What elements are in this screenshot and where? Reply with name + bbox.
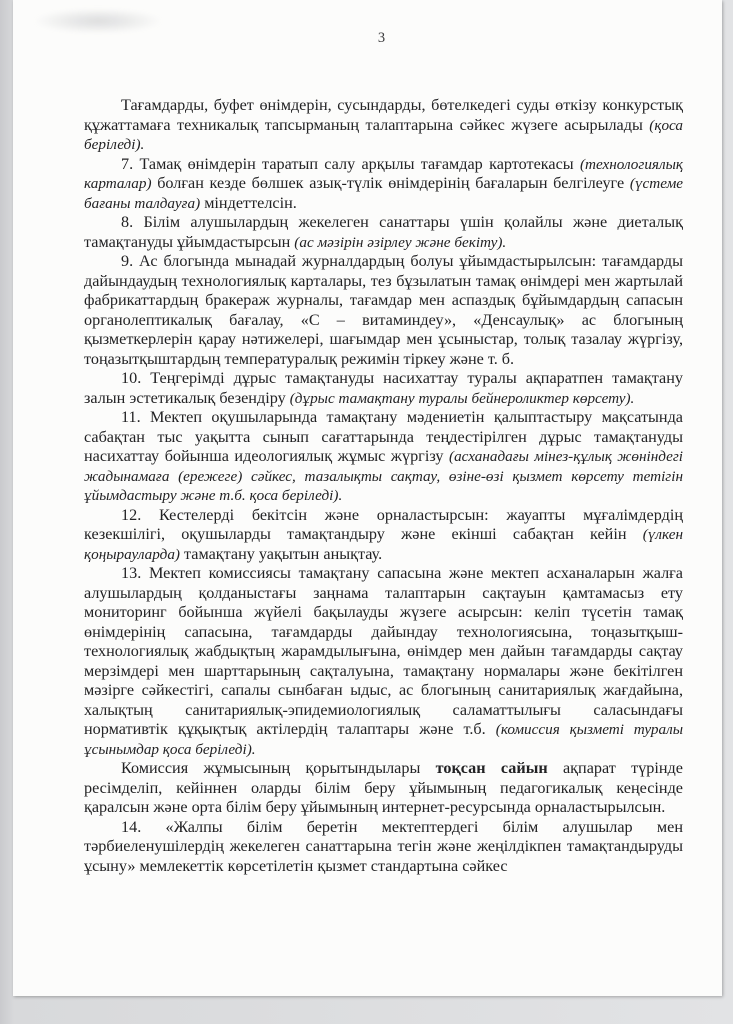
paragraph bbox=[84, 369, 683, 408]
text-run: 11. Мектеп оқушыларында тамақтану мәдениетін қалыптастыру мақсатында сабақтан тыс уақытта сынып сағаттарында теңдестірілген дұрыс тамақтануды насихаттау бойынша идеологиялық жұмыс жүргізу bbox=[84, 408, 683, 465]
text-run: (үлкен қоңырауларда) bbox=[84, 526, 683, 563]
text-run: Комиссия жұмысының қорытындылары bbox=[121, 759, 436, 777]
text-run: (қоса беріледі). bbox=[84, 116, 683, 153]
text-run: 7. Тамақ өнімдерін таратып салу арқылы тағамдар картотекасы bbox=[121, 154, 580, 173]
text-run: 10. Теңгерімді дұрыс тамақтануды насихаттау туралы ақпаратпен тамақтану залын эстетикалық безендіру bbox=[84, 369, 683, 407]
document-page bbox=[13, 0, 722, 996]
text-run: (комиссия қызметі туралы ұсынымдар қоса беріледі). bbox=[84, 721, 683, 758]
text-run: (ас мәзірін әзірлеу және бекіту). bbox=[294, 233, 507, 251]
text-run: (асханадағы мінез-құлық жөніндегі жадынамаға (ережеге) сәйкес, тазалықты сақтау, өзіне-өзі қызмет көрсету тетігін ұйымдастыру және т.б. қоса беріледі). bbox=[84, 448, 683, 504]
paragraph bbox=[84, 564, 683, 759]
paragraph bbox=[84, 252, 683, 369]
paragraph bbox=[84, 506, 683, 565]
paragraph bbox=[84, 155, 683, 214]
paragraph bbox=[84, 213, 683, 252]
paragraph bbox=[84, 818, 683, 877]
paragraph bbox=[84, 408, 683, 506]
text-run: (технологиялық карталар) bbox=[84, 155, 683, 192]
text-run: ақпарат түрінде ресімделіп, кейіннен оларды білім беру ұйымының педагогикалық кеңесінде қаралсын және орта білім беру ұйымының интернет-ресурсында орналастырылсын. bbox=[84, 759, 683, 816]
page-number: 3 bbox=[377, 30, 386, 46]
text-run: 14. «Жалпы білім беретін мектептердегі білім алушылар мен тәрбиеленушілердің жекелеген санаттарына тегін және жеңілдікпен тамақтандыруды ұсыну» мемлекеттік көрсетілетін қызмет стандартына сәйкес bbox=[84, 817, 683, 875]
text-run: міндеттелсін. bbox=[200, 193, 297, 212]
text-run: 8. Білім алушылардың жекелеген санаттары үшін қолайлы және диеталық тамақтануды ұйымдастырсын bbox=[84, 213, 683, 251]
text-run: 12. Кестелерді бекітсін және орналастырсын: жауапты мұғалімдердің кезекшілігі, оқушыларды тамақтандыру және екінші сабақтан кейін bbox=[84, 505, 683, 543]
paragraph bbox=[84, 759, 683, 818]
text-run: 9. Ас блогында мынадай журналдардың болуы ұйымдастырылсын: тағамдарды дайындаудың технологиялық карталары, тез бұзылатын тамақ өнімдері мен жартылай фабрикаттардың бракераж журналы, тағамдар мен аспаздық бұйымдардың сапасын органолептикалық бағалау, «С – витаминдеу», «Денсаулық» ас блогының қызметкерлерін қарау нәтижелері, шағымдар мен ұсыныстар, толық тазалау жүргізу, тоңазытқыштардың температуралық режимін тіркеу және т. б. bbox=[84, 252, 683, 368]
text-run: (үстеме бағаны талдауға) bbox=[84, 175, 683, 212]
text-run: (дұрыс тамақтану туралы бейнероликтер көрсету). bbox=[289, 389, 635, 407]
text-run: тамақтану уақытын анықтау. bbox=[179, 544, 383, 563]
document-body bbox=[84, 96, 683, 876]
text-run: 13. Мектеп комиссиясы тамақтану сапасына және мектеп асханаларын жалға алушылардың қолданыстағы заңнама талаптарын сақтауын қамтамасыз ету мониторинг бойынша жүйелі бақылауды жүзеге асырсын: келіп түсетін тамақ өнімдерінің сапасына, тағамдарды дайындау технологиясына, тоңазытқыш-технологиялық жабдықтың жарамдылығына, өнімдер мен дайын тағамдарды сақтау мерзімдері мен шарттарының сақталуына, тамақтану нормалары және бекітілген мәзірге сәйкестігі, сапалы сынбаған ыдыс, ас блогының санитариялық жағдайына, халықтың санитариялық-эпидемиологиялық саламаттылығы саласындағы нормативтік құқықтық актілердің талаптары және т.б. bbox=[84, 564, 683, 738]
text-run: тоқсан сайын bbox=[435, 759, 548, 777]
text-run: Тағамдарды, буфет өнімдерін, сусындарды, бөтелкедегі суды өткізу конкурстық құжаттамаға техникалық тапсырманың талаптарына сәйкес жүзеге асырылады bbox=[84, 96, 683, 134]
text-run: болған кезде бөлшек азық-түлік өнімдерінің бағаларын белгілеуге bbox=[151, 174, 630, 192]
paragraph bbox=[84, 96, 683, 155]
